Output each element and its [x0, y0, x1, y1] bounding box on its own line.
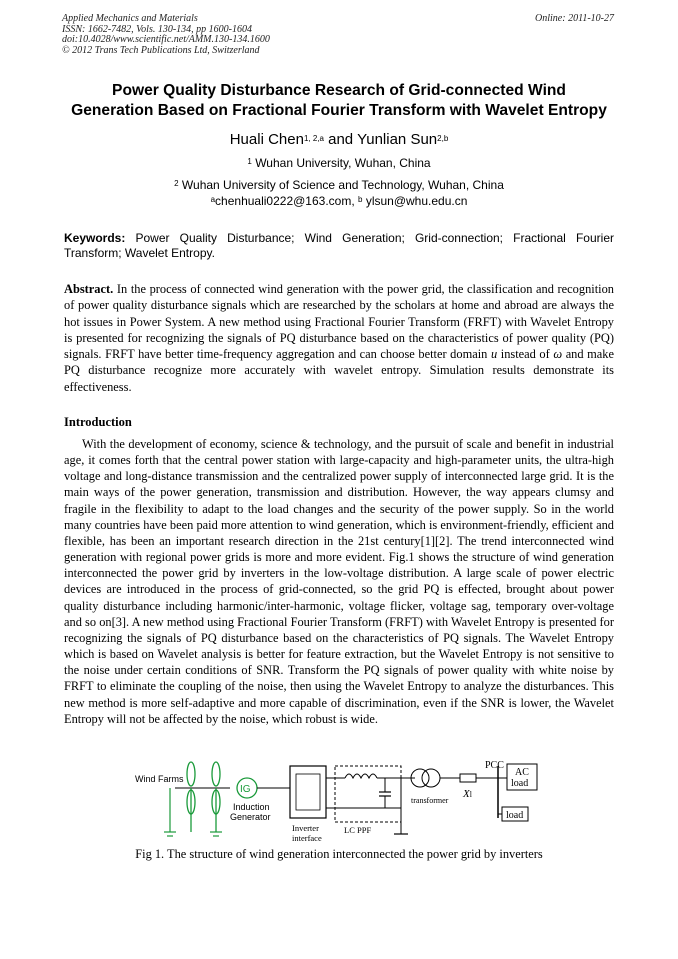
email-b-sup: b [358, 195, 363, 204]
authors [0, 130, 678, 150]
inverter-label: Inverter [292, 823, 319, 833]
pcc-label: PCC [485, 760, 504, 771]
wind-turbine-icon [212, 762, 220, 832]
title-line-2: Generation Based on Fractional Fourier Transform with Wavelet Entropy [71, 102, 607, 119]
abstract [64, 281, 614, 395]
line-reactance [460, 774, 476, 782]
title-line-1: Power Quality Disturbance Research of Grid-connected Wind [112, 82, 566, 99]
email-b: ylsun@whu.edu.cn [365, 194, 468, 208]
keywords-text: Power Quality Disturbance; Wind Generation; Grid-connection; Fractional Fourier Transform; Wavelet Entropy. [64, 231, 614, 260]
email-a-sup: a [210, 195, 216, 204]
abstract-text-1: In the process of connected wind generation with the power grid, the classification and recognition of power quality disturbance signals which are researched by the scholars at home and abroad are always the hot issues in Power System. A new method using Fractional Fourier Transform (FRFT) with Wavelet Entropy is presented for recognizing the signals of PQ disturbance based on the characteristics of power quality (PQ) signals. FRFT have better time-frequency aggregation and can choose better domain [64, 282, 614, 362]
load-label: load [506, 810, 524, 821]
figure-caption: Fig 1. The structure of wind generation interconnected the power grid by inverters [135, 847, 543, 861]
introduction-heading: Introduction [64, 415, 132, 429]
inductor-icon [345, 774, 377, 778]
journal-name: Applied Mechanics and Materials [62, 13, 198, 24]
email-a: chenhuali0222@163.com, [215, 194, 355, 208]
author-2-sup: 2,b [437, 134, 449, 143]
var-u: u [490, 347, 498, 362]
author-1-sup: 1, 2,a [303, 134, 324, 143]
aff-1-text: Wuhan University, Wuhan, China [255, 156, 431, 170]
keywords-label: Keywords: [64, 231, 126, 245]
affiliation-1 [0, 156, 678, 170]
and-word: and [328, 131, 354, 148]
xl-label: Xl [463, 788, 472, 800]
interface-label: interface [292, 833, 322, 843]
induction-label: Induction [233, 802, 270, 812]
generator-label: Generator [230, 812, 271, 822]
copyright: © 2012 Trans Tech Publications Ltd, Switzerland [62, 44, 260, 56]
lc-ppf-label: LC PPF [344, 825, 372, 835]
wind-turbine-icon [187, 762, 195, 832]
aff-2-sup: 2 [174, 179, 179, 188]
doi: doi:10.4028/www.scientific.net/AMM.130-134.1600 [62, 34, 270, 45]
journal-header [62, 14, 270, 56]
lc-filter-box [335, 766, 401, 822]
author-2: Yunlian Sun [357, 131, 438, 148]
issn: ISSN: 1662-7482, Vols. 130-134, pp 1600-1604 [62, 23, 252, 35]
var-omega: ω [553, 347, 563, 362]
emails [0, 194, 678, 208]
affiliation-2 [0, 178, 678, 192]
introduction-body: With the development of economy, science & technology, and the pursuit of scale and benefit in industrial age, it comes forth that the central power station with large-capacity and high-parameter units, the ultra-high voltage and long-distance transmission and the centralized power supply of interconnected large grid. It is the main ways of the power generation, transmission and distribution. However, the way appears clumsy and fragile in the flexibility to adapt to the load changes and the security of the power supply. So in the world many countries have been paid more attention to wind generation, which is environment-friendly, efficient and flexible, has been an important research direction in the 21st century[1][2]. The trend interconnected wind generation with regional power grids is more and more evident. Fig.1 shows the structure of wind generation interconnected the power grid by inverters in the low-voltage distribution. A large scale of power electric devices are introduced in the process of grid-connected, so the grid PQ is effected, brought about power quality disturbance including harmonic/inter-harmonic, voltage flicker, voltage sag, temporary over-voltage and so on[3]. A new method using Fractional Fourier Transform (FRFT) with Wavelet Entropy is presented for recognizing the signals of PQ disturbance based on the characteristics of PQ signals. The Wavelet Entropy which is based on Wavelet analysis is better for feature extraction, but the Wavelet Entropy is not sensitive to the noise under certain conditions of SNR. Transform the PQ signals of power quality with white noise by FRFT to eliminate the coupling of the noise, then using the Wavelet Entropy to analyze the disturbances. This new method is more self-adaptive and more capable of discrimination, even if the SNR is lower, the Wavelet Entropy will not be affected by the noise, which robust is wide. [64, 437, 614, 726]
aff-1-sup: 1 [247, 157, 252, 166]
keywords [64, 231, 614, 261]
ig-label: IG [240, 784, 251, 795]
author-1: Huali Chen [229, 131, 304, 148]
figure-1-diagram [130, 758, 550, 848]
paper-title [40, 81, 638, 121]
ac-load-label: load [511, 778, 529, 789]
ac-label: AC [515, 767, 529, 778]
abstract-text-3: and make PQ disturbance recognize more accurately with wavelet entropy. Simulation results demonstrate its effectiveness. [64, 347, 614, 394]
wind-farms-label: Wind Farms [135, 774, 184, 784]
aff-2-text: Wuhan University of Science and Technology, Wuhan, China [181, 178, 504, 192]
online-date: Online: 2011-10-27 [535, 13, 614, 24]
inverter-inner [296, 774, 320, 810]
abstract-label: Abstract. [64, 282, 114, 296]
abstract-text-2: instead of [500, 347, 550, 362]
transformer-label: transformer [411, 796, 449, 805]
